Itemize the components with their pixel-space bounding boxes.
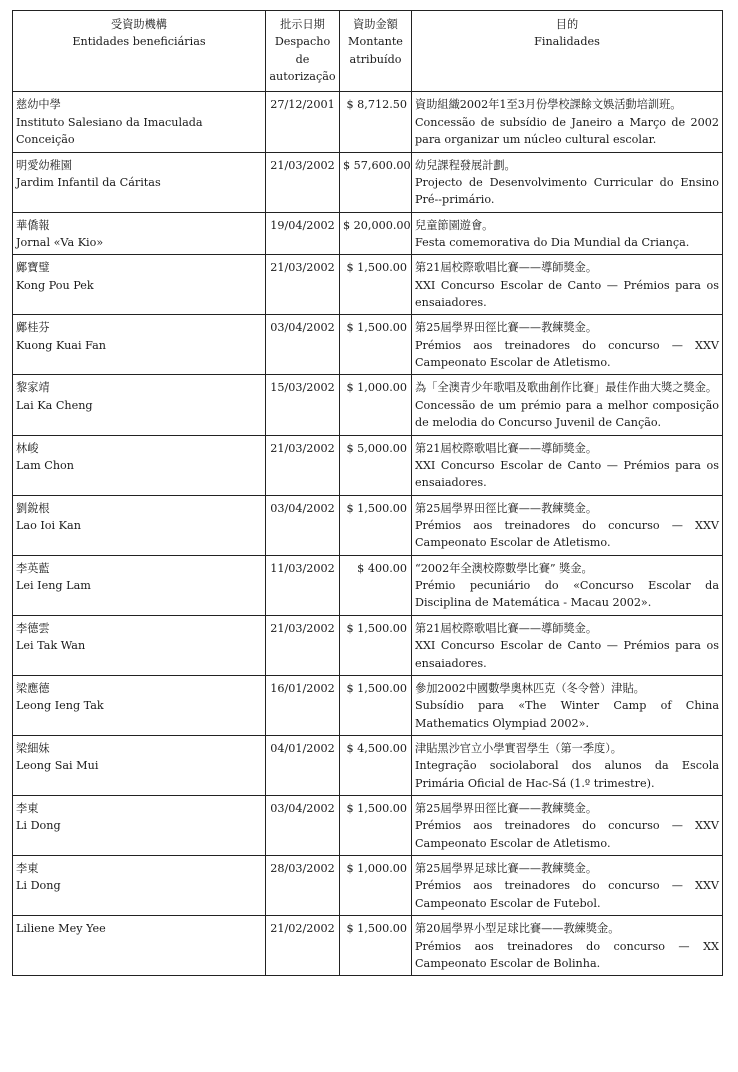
purpose-pt: Subsídio para «The Winter Camp of China Mathematics Olympiad 2002». [415,699,719,730]
purpose-zh: 資助組織2002年1至3月份學校課餘文娛活動培訓班。 [415,98,682,112]
beneficiary-name-zh: 明愛幼稚園 [16,158,72,172]
beneficiary-name-pt: Leong Ieng Tak [16,699,104,713]
beneficiary-name-pt: Kuong Kuai Fan [16,338,106,352]
table-row [13,615,723,675]
purpose-zh: 第20屆學界小型足球比賽——教練獎金。 [415,922,620,936]
purpose-cell [412,555,723,615]
amount-awarded: $ 5,000.00 [340,435,412,495]
beneficiary-name-zh: 鄺寶璧 [16,261,50,275]
beneficiary-name-zh: 黎家靖 [16,381,50,395]
beneficiary-cell [13,916,266,976]
amount-awarded: $ 1,500.00 [340,255,412,315]
authorization-date: 27/12/2001 [266,92,340,152]
beneficiary-name-pt: Jardim Infantil da Cáritas [16,175,161,189]
beneficiary-cell [13,92,266,152]
table-row [13,92,723,152]
beneficiary-name-pt: Lei Ieng Lam [16,579,91,593]
header-purpose-zh: 目的 [555,18,579,31]
beneficiary-cell [13,152,266,212]
amount-awarded: $ 1,000.00 [340,375,412,435]
purpose-pt: Projecto de Desenvolvimento Curricular do Ensino Pré--primário. [415,175,719,207]
beneficiary-name-pt: Lam Chon [16,458,74,472]
purpose-zh: 第25屆學界田徑比賽——教練獎金。 [415,802,598,816]
beneficiary-name-zh: 慈幼中學 [16,98,61,112]
purpose-pt: Prémio pecuniário do «Concurso Escolar da Disciplina de Matemática - Macau 2002». [415,579,719,610]
purpose-cell [412,255,723,315]
beneficiary-name-zh: 林峻 [16,441,39,455]
table-row [13,495,723,555]
purpose-zh: “2002年全澳校際數學比賽” 獎金。 [415,561,593,575]
amount-awarded: $ 1,500.00 [340,615,412,675]
beneficiary-name-pt: Liliene Mey Yee [16,922,106,936]
authorization-date: 03/04/2002 [266,796,340,856]
authorization-date: 11/03/2002 [266,555,340,615]
amount-awarded: $ 1,500.00 [340,796,412,856]
authorization-date: 16/01/2002 [266,675,340,735]
purpose-zh: 津貼黑沙官立小學實習學生（第一季度）。 [415,741,622,755]
purpose-pt: Prémios aos treinadores do concurso — XXV Campeonato Escolar de Futebol. [415,879,719,910]
beneficiary-name-zh: 李東 [16,862,39,876]
header-beneficiaries-zh: 受資助機構 [111,18,167,31]
beneficiary-cell [13,315,266,375]
table-row [13,375,723,435]
purpose-cell [412,92,723,152]
table-row [13,315,723,375]
purpose-pt: Festa comemorativa do Dia Mundial da Criança. [415,235,690,249]
amount-awarded: $ 20,000.00 [340,212,412,255]
beneficiary-cell [13,735,266,795]
subsidy-table [12,10,723,976]
beneficiary-cell [13,856,266,916]
purpose-cell [412,916,723,976]
table-row [13,435,723,495]
header-purpose [412,11,723,92]
amount-awarded: $ 4,500.00 [340,735,412,795]
purpose-cell [412,495,723,555]
beneficiary-name-pt: Lao Ioi Kan [16,518,81,532]
amount-awarded: $ 1,000.00 [340,856,412,916]
beneficiary-name-zh: 梁應德 [16,681,50,695]
table-row [13,735,723,795]
authorization-date: 03/04/2002 [266,495,340,555]
table-row [13,255,723,315]
amount-awarded: $ 1,500.00 [340,495,412,555]
authorization-date: 21/03/2002 [266,615,340,675]
authorization-date: 21/03/2002 [266,152,340,212]
amount-awarded: $ 8,712.50 [340,92,412,152]
beneficiary-name-pt: Li Dong [16,819,61,833]
header-date [266,11,340,92]
purpose-zh: 第21屆校際歌唱比賽——導師獎金。 [415,261,598,275]
table-body [13,92,723,976]
beneficiary-name-zh: 李德雲 [16,621,50,635]
header-date-zh: 批示日期 [280,18,325,31]
header-amount-pt-line1: Montante [348,35,403,49]
beneficiary-cell [13,495,266,555]
purpose-zh: 為「全澳青少年歌唱及歌曲創作比賽」最佳作曲大獎之獎金。 [415,381,718,395]
purpose-zh: 第25屆學界田徑比賽——教練獎金。 [415,501,598,515]
table-row [13,555,723,615]
beneficiary-name-pt: Kong Pou Pek [16,278,94,292]
purpose-pt: Concessão de subsídio de Janeiro a Março de 2002 para organizar um núcleo cultural escolar. [415,115,719,147]
purpose-cell [412,735,723,795]
authorization-date: 28/03/2002 [266,856,340,916]
beneficiary-name-zh: 鄺桂芬 [16,321,50,335]
header-date-pt-line2: autorização [269,70,336,84]
purpose-pt: Prémios aos treinadores do concurso — XXV Campeonato Escolar de Atletismo. [415,819,719,850]
beneficiary-cell [13,796,266,856]
beneficiary-name-pt: Lei Tak Wan [16,639,86,653]
header-date-pt-line1: Despacho de [274,35,331,66]
beneficiary-cell [13,615,266,675]
purpose-cell [412,152,723,212]
purpose-cell [412,615,723,675]
beneficiary-name-pt: Lai Ka Cheng [16,398,93,412]
table-row [13,675,723,735]
header-purpose-pt: Finalidades [534,35,600,49]
purpose-zh: 第25屆學界田徑比賽——教練獎金。 [415,321,598,335]
table-header-row [13,11,723,92]
beneficiary-name-pt: Instituto Salesiano da Imaculada Conceição [16,115,203,147]
purpose-zh: 參加2002中國數學奧林匹克（冬令營）津貼。 [415,681,645,695]
purpose-cell [412,796,723,856]
purpose-cell [412,856,723,916]
beneficiary-cell [13,375,266,435]
purpose-cell [412,375,723,435]
authorization-date: 15/03/2002 [266,375,340,435]
beneficiary-name-zh: 劉銳根 [16,501,50,515]
table-row [13,796,723,856]
amount-awarded: $ 1,500.00 [340,916,412,976]
authorization-date: 21/03/2002 [266,255,340,315]
header-beneficiaries [13,11,266,92]
header-amount-pt-line2: atribuído [349,52,402,66]
table-row [13,152,723,212]
amount-awarded: $ 400.00 [340,555,412,615]
purpose-cell [412,435,723,495]
purpose-zh: 兒童節園遊會。 [415,218,494,232]
purpose-pt: Prémios aos treinadores do concurso — XX Campeonato Escolar de Bolinha. [415,939,719,970]
authorization-date: 21/03/2002 [266,435,340,495]
purpose-pt: XXI Concurso Escolar de Canto — Prémios para os ensaiadores. [415,458,719,490]
header-beneficiaries-pt: Entidades beneficiárias [72,35,206,49]
purpose-pt: XXI Concurso Escolar de Canto — Prémios para os ensaiadores. [415,639,719,670]
purpose-zh: 第25屆學界足球比賽——教練獎金。 [415,862,598,876]
purpose-pt: XXI Concurso Escolar de Canto — Prémios para os ensaiadores. [415,278,719,310]
beneficiary-name-zh: 梁細妹 [16,741,50,755]
table-row [13,212,723,255]
beneficiary-cell [13,212,266,255]
purpose-pt: Prémios aos treinadores do concurso — XXV Campeonato Escolar de Atletismo. [415,518,719,550]
beneficiary-cell [13,435,266,495]
beneficiary-name-pt: Li Dong [16,879,61,893]
authorization-date: 03/04/2002 [266,315,340,375]
beneficiary-name-zh: 李東 [16,802,39,816]
beneficiary-cell [13,255,266,315]
table-row [13,916,723,976]
purpose-zh: 幼兒課程發展計劃。 [415,158,516,172]
header-amount-zh: 資助金額 [353,18,398,31]
beneficiary-cell [13,555,266,615]
purpose-zh: 第21屆校際歌唱比賽——導師獎金。 [415,621,598,635]
amount-awarded: $ 1,500.00 [340,675,412,735]
amount-awarded: $ 57,600.00 [340,152,412,212]
purpose-pt: Concessão de um prémio para a melhor composição de melodia do Concurso Juvenil de Canção. [415,398,719,430]
authorization-date: 19/04/2002 [266,212,340,255]
purpose-pt: Prémios aos treinadores do concurso — XXV Campeonato Escolar de Atletismo. [415,338,719,370]
beneficiary-cell [13,675,266,735]
purpose-cell [412,675,723,735]
amount-awarded: $ 1,500.00 [340,315,412,375]
header-amount [340,11,412,92]
beneficiary-name-pt: Leong Sai Mui [16,759,99,773]
authorization-date: 21/02/2002 [266,916,340,976]
purpose-cell [412,212,723,255]
purpose-cell [412,315,723,375]
table-row [13,856,723,916]
beneficiary-name-zh: 李英藍 [16,561,50,575]
beneficiary-name-zh: 華僑報 [16,218,50,232]
purpose-pt: Integração sociolaboral dos alunos da Escola Primária Oficial de Hac-Sá (1.º trimestre). [415,759,719,790]
beneficiary-name-pt: Jornal «Va Kio» [16,235,104,249]
authorization-date: 04/01/2002 [266,735,340,795]
purpose-zh: 第21屆校際歌唱比賽——導師獎金。 [415,441,598,455]
